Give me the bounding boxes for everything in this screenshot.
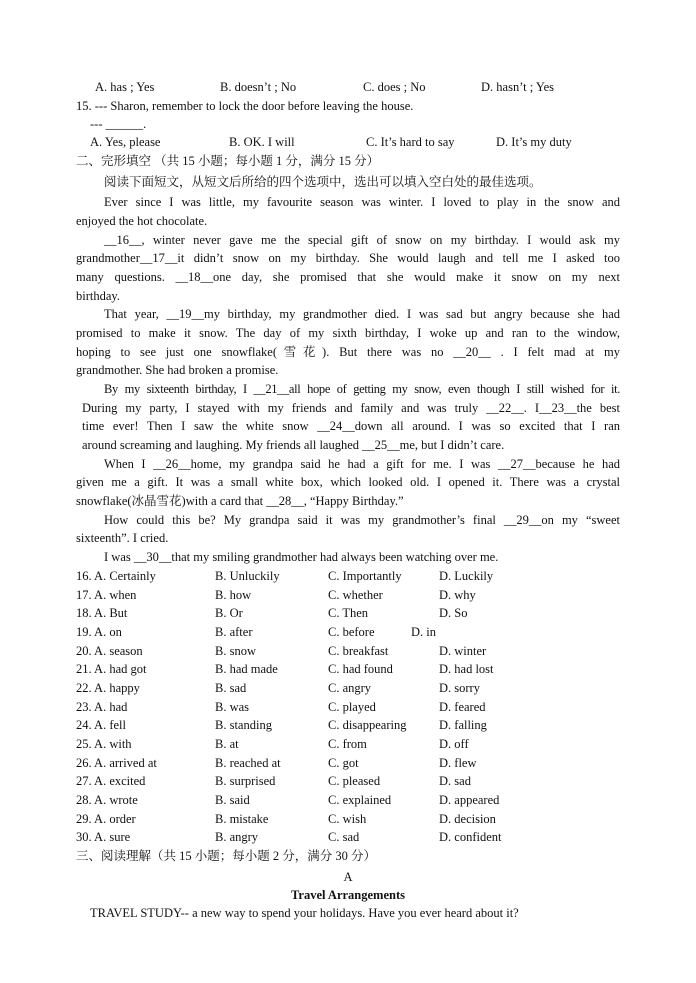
option-22-b: B. sad bbox=[215, 680, 247, 695]
option-23-b: B. was bbox=[215, 699, 250, 714]
section3-heading: 三、阅读理解（共 15 小题；每小题 2 分，满分 30 分） bbox=[76, 849, 377, 863]
option-17-b: B. how bbox=[215, 587, 252, 602]
option-26-c: C. got bbox=[328, 755, 359, 770]
option-30-c: C. sad bbox=[328, 830, 360, 845]
option-26-a: 26. A. arrived at bbox=[76, 755, 157, 770]
option-16-c: C. Importantly bbox=[328, 569, 402, 583]
q14-option-a: A. has ; Yes bbox=[95, 80, 155, 94]
option-20-a: 20. A. season bbox=[76, 643, 143, 658]
option-19-c: C. before bbox=[328, 625, 375, 639]
passage-line-16: given me a gift. It was a small white box, which looked old. I opened it. There was a crystal bbox=[76, 475, 620, 489]
option-28-d: D. appeared bbox=[439, 792, 500, 807]
passage-line-11: By my sixteenth birthday, I __21__all hope of getting my snow, even though I still wished for it. bbox=[104, 382, 620, 396]
option-22-c: C. angry bbox=[328, 680, 372, 695]
option-27-b: B. surprised bbox=[215, 774, 276, 789]
option-18-d: D. So bbox=[439, 606, 468, 621]
section3-part: A bbox=[343, 870, 353, 884]
passage-line-13: time ever! Then I saw the white snow __24__down all around. I was so excited that I ran bbox=[82, 419, 620, 433]
passage-title: Travel Arrangements bbox=[291, 888, 405, 902]
q14-option-c: C. does ; No bbox=[363, 80, 426, 94]
option-30-d: D. confident bbox=[439, 830, 502, 845]
option-20-c: C. breakfast bbox=[328, 643, 389, 658]
option-25-c: C. from bbox=[328, 736, 367, 751]
option-17-a: 17. A. when bbox=[76, 587, 137, 602]
option-22-d: D. sorry bbox=[439, 680, 480, 695]
passage-line-14: around screaming and laughing. My friends all laughed __25__me, but I didn’t care. bbox=[82, 438, 505, 452]
section3-intro: TRAVEL STUDY-- a new way to spend your holidays. Have you ever heard about it? bbox=[90, 906, 519, 920]
passage-line-15: When I __26__home, my grandpa said he had a gift for me. I was __27__because he had bbox=[104, 457, 620, 471]
option-21-a: 21. A. had got bbox=[76, 662, 147, 677]
q14-option-b: B. doesn’t ; No bbox=[220, 80, 297, 94]
option-27-a: 27. A. excited bbox=[76, 774, 146, 789]
option-19-b: B. after bbox=[215, 625, 253, 639]
passage-line-1: Ever since I was little, my favourite season was winter. I loved to play in the snow and bbox=[104, 195, 620, 209]
option-22-a: 22. A. happy bbox=[76, 680, 140, 695]
option-24-a: 24. A. fell bbox=[76, 718, 126, 733]
option-29-b: B. mistake bbox=[215, 811, 269, 826]
option-23-d: D. feared bbox=[439, 699, 486, 714]
passage-line-5: many questions. __18__one day, she promised that she would make it snow on my next bbox=[76, 270, 620, 284]
option-27-c: C. pleased bbox=[328, 774, 381, 789]
q15-option-b: B. OK. I will bbox=[229, 135, 295, 149]
option-18-c: C. Then bbox=[328, 606, 369, 621]
option-20-b: B. snow bbox=[215, 643, 256, 658]
q15-option-d: D. It’s my duty bbox=[496, 135, 572, 149]
option-16-b: B. Unluckily bbox=[215, 569, 280, 583]
passage-line-9: hoping to see just one snowflake(雪花). But there was no __20__ . I felt mad at my bbox=[76, 345, 620, 359]
option-29-a: 29. A. order bbox=[76, 811, 136, 826]
passage-line-2: enjoyed the hot chocolate. bbox=[76, 214, 208, 228]
option-19-a: 19. A. on bbox=[76, 625, 122, 639]
passage-line-4: grandmother__17__it didn’t snow on my birthday. She would laugh and tell me I asked too bbox=[76, 251, 620, 265]
option-24-c: C. disappearing bbox=[328, 718, 407, 733]
option-24-b: B. standing bbox=[215, 718, 272, 733]
option-21-b: B. had made bbox=[215, 662, 278, 677]
option-29-d: D. decision bbox=[439, 811, 496, 826]
option-26-b: B. reached at bbox=[215, 755, 281, 770]
option-25-d: D. off bbox=[439, 736, 469, 751]
passage-line-17: snowflake(冰晶雪花)with a card that __28__, “Happy Birthday.” bbox=[76, 494, 404, 508]
option-29-c: C. wish bbox=[328, 811, 367, 826]
passage-line-6: birthday. bbox=[76, 289, 120, 303]
passage-line-10: grandmother. She had broken a promise. bbox=[76, 363, 279, 377]
section2-instruction: 阅读下面短文，从短文后所给的四个选项中，选出可以填入空白处的最佳选项。 bbox=[104, 175, 542, 189]
q15-stem: 15. --- Sharon, remember to lock the door before leaving the house. bbox=[76, 99, 414, 113]
passage-line-3: __16__, winter never gave me the special gift of snow on my birthday. I would ask my bbox=[104, 233, 620, 247]
q15-reply: --- ______. bbox=[90, 117, 147, 131]
option-23-c: C. played bbox=[328, 699, 376, 714]
q15-option-a: A. Yes, please bbox=[90, 135, 161, 149]
option-21-c: C. had found bbox=[328, 662, 393, 677]
option-16-a: 16. A. Certainly bbox=[76, 569, 156, 583]
option-16-d: D. Luckily bbox=[439, 569, 494, 583]
option-25-b: B. at bbox=[215, 736, 239, 751]
option-20-d: D. winter bbox=[439, 643, 487, 658]
option-30-a: 30. A. sure bbox=[76, 830, 131, 845]
passage-line-18: How could this be? My grandpa said it was my grandmother’s final __29__on my “sweet bbox=[104, 513, 620, 527]
option-25-a: 25. A. with bbox=[76, 736, 132, 751]
section2-heading: 二、完形填空 （共 15 小题；每小题 1 分，满分 15 分） bbox=[76, 154, 380, 168]
option-18-b: B. Or bbox=[215, 606, 243, 621]
option-24-d: D. falling bbox=[439, 718, 487, 733]
passage-line-7: That year, __19__my birthday, my grandmother died. I was sad but angry because she had bbox=[104, 307, 620, 321]
q15-option-c: C. It’s hard to say bbox=[366, 135, 455, 149]
option-30-b: B. angry bbox=[215, 830, 259, 845]
option-28-c: C. explained bbox=[328, 792, 392, 807]
passage-line-12: During my party, I stayed with my friends and family and was truly __22__. I__23__the best bbox=[82, 401, 620, 415]
option-17-d: D. why bbox=[439, 587, 476, 602]
passage-line-8: promised to make it snow. The day of my sixth birthday, I woke up and ran to the window, bbox=[76, 326, 620, 340]
option-21-d: D. had lost bbox=[439, 662, 494, 677]
option-17-c: C. whether bbox=[328, 587, 383, 602]
option-18-a: 18. A. But bbox=[76, 606, 128, 621]
option-28-b: B. said bbox=[215, 792, 250, 807]
option-26-d: D. flew bbox=[439, 755, 477, 770]
option-28-a: 28. A. wrote bbox=[76, 792, 138, 807]
option-27-d: D. sad bbox=[439, 774, 471, 789]
passage-line-19: sixteenth”. I cried. bbox=[76, 531, 169, 545]
passage-line-20: I was __30__that my smiling grandmother had always been watching over me. bbox=[104, 550, 499, 564]
option-23-a: 23. A. had bbox=[76, 699, 128, 714]
q14-option-d: D. hasn’t ; Yes bbox=[481, 80, 555, 94]
option-19-d: D. in bbox=[411, 625, 436, 639]
